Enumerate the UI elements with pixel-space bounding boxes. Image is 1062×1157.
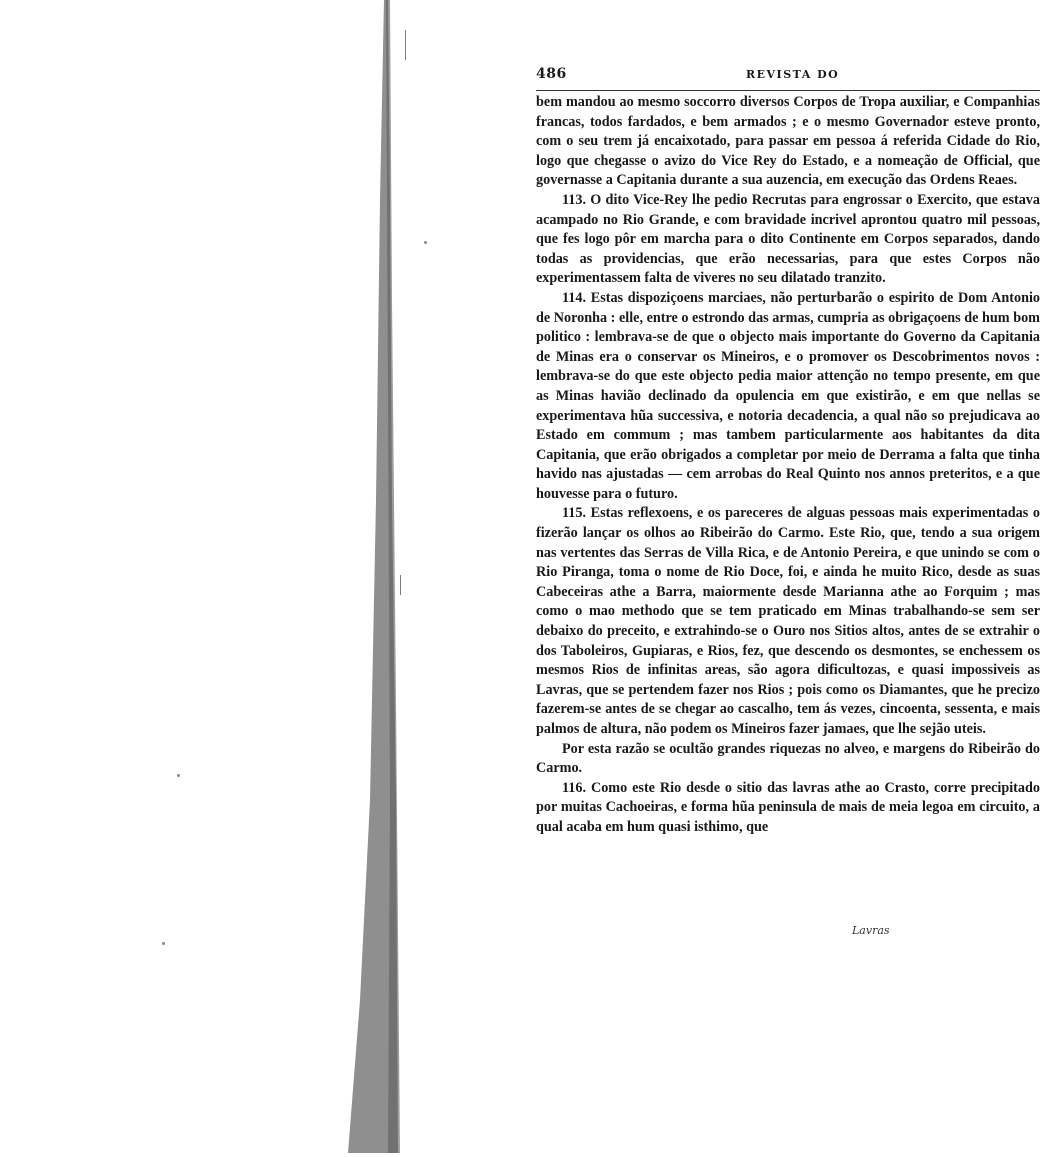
paragraph-continued: bem mandou ao mesmo soccorro diversos Corpos de Tropa auxiliar, e Companhias francas, todos fardados, e bem armados ; e o mesmo Governador esteve pronto, com o seu trem já encaixotado, para passar em pessoa á referida Cidade do Rio, logo que chegasse o avizo do Vice Rey do Estado, e a nomeação de Official, que governasse a Capitania durante a sua auzencia, em execução das Ordens Reaes. xyxy=(536,94,1040,189)
header-rule xyxy=(536,90,1040,91)
document-page xyxy=(536,62,1040,937)
scan-speck xyxy=(162,942,165,945)
running-title: REVISTA DO xyxy=(746,68,840,81)
scan-gutter-shadow xyxy=(340,0,400,1153)
paragraph-116: 116. Como este Rio desde o sitio das lavras athe ao Crasto, corre precipitado por muitas Cachoeiras, e forma hũa peninsula de mais de meia legoa em circuito, a qual acaba em hum quasi isthimo, que xyxy=(536,779,1040,835)
scan-speck xyxy=(177,774,180,777)
handwritten-marginal-note: Lavras xyxy=(852,924,890,937)
running-head xyxy=(536,62,1040,86)
paragraph-115: 115. Estas reflexoens, e os pareceres de alguas pessoas mais experimentadas o fizerão lançar os olhos ao Ribeirão do Carmo. Este Rio, que, tendo a sua origem nas vertentes das Serras de Villa Rica, e de Antonio Pereira, e que unindo se com o Rio Piranga, toma o nome de Rio Doce, foi, e ainda he muito Rico, desde as suas Cabeceiras athe a Barra, maiormente desde Marianna athe ao Forquim ; mas como o mao methodo que se tem praticado em Minas trabalhando-se sem ser debaixo do preceito, e extrahindo-se o Ouro nos Sitios altos, antes de se extrahir o dos Taboleiros, Gupiaras, e Rios, fez, que descendo os desmontes, se enchessem os mesmos Rios de infinitas areas, são agora dificultozas, e quasi impossiveis as Lavras, que se pertendem fazer nos Rios ; pois como os Diamantes, que he precizo fazerem-se antes de se chegar ao cascalho, tem ás vezes, cincoenta, sessenta, e mais palmos de altura, não podem os Mineiros fazer jamaes, que lhe sejão uteis. xyxy=(536,505,1040,737)
body-text xyxy=(536,93,1040,838)
scan-line xyxy=(405,30,406,60)
paragraph-113: 113. O dito Vice-Rey lhe pedio Recrutas para engrossar o Exercito, que estava acampado no Rio Grande, e com bravidade incrivel aprontou quatro mil pessoas, que fes logo pôr em marcha para o dito Continente em Corpos separados, dando todas as providencias, que erão necessarias, para que estes Corpos não experimentassem falta de viveres no seu dilatado tranzito. xyxy=(536,191,1040,287)
scan-line xyxy=(400,575,401,595)
paragraph-114: 114. Estas dispoziçoens marciaes, não perturbarão o espirito de Dom Antonio de Noronha : elle, entre o estrondo das armas, cumpria as obrigaçoens de hum bom politico : lembrava-se de que o objecto mais importante do Governo da Capitania de Minas era o conservar os Mineiros, e o promover os Descobrimentos novos : lembrava-se do que este objecto pedia maior attenção no tempo presente, em que as Minas havião declinado da opulencia em que existirão, e em que nellas se experimentava hũa successiva, e notoria decadencia, a qual não so prejudicava ao Estado em commum ; mas tambem particularmente aos habitantes da dita Capitania, que erão obrigados a completar por meio de Derrama a falta que tinha havido nas ajustadas — cem arrobas do Real Quinto nos annos preteritos, e a que houvesse para o futuro. xyxy=(536,289,1040,502)
page-number: 486 xyxy=(536,66,567,82)
paragraph-115-conclusion: Por esta razão se ocultão grandes riquezas no alveo, e margens do Ribeirão do Carmo. xyxy=(536,740,1040,777)
scan-speck xyxy=(424,241,427,244)
gutter-shadow-graphic xyxy=(340,0,400,1153)
